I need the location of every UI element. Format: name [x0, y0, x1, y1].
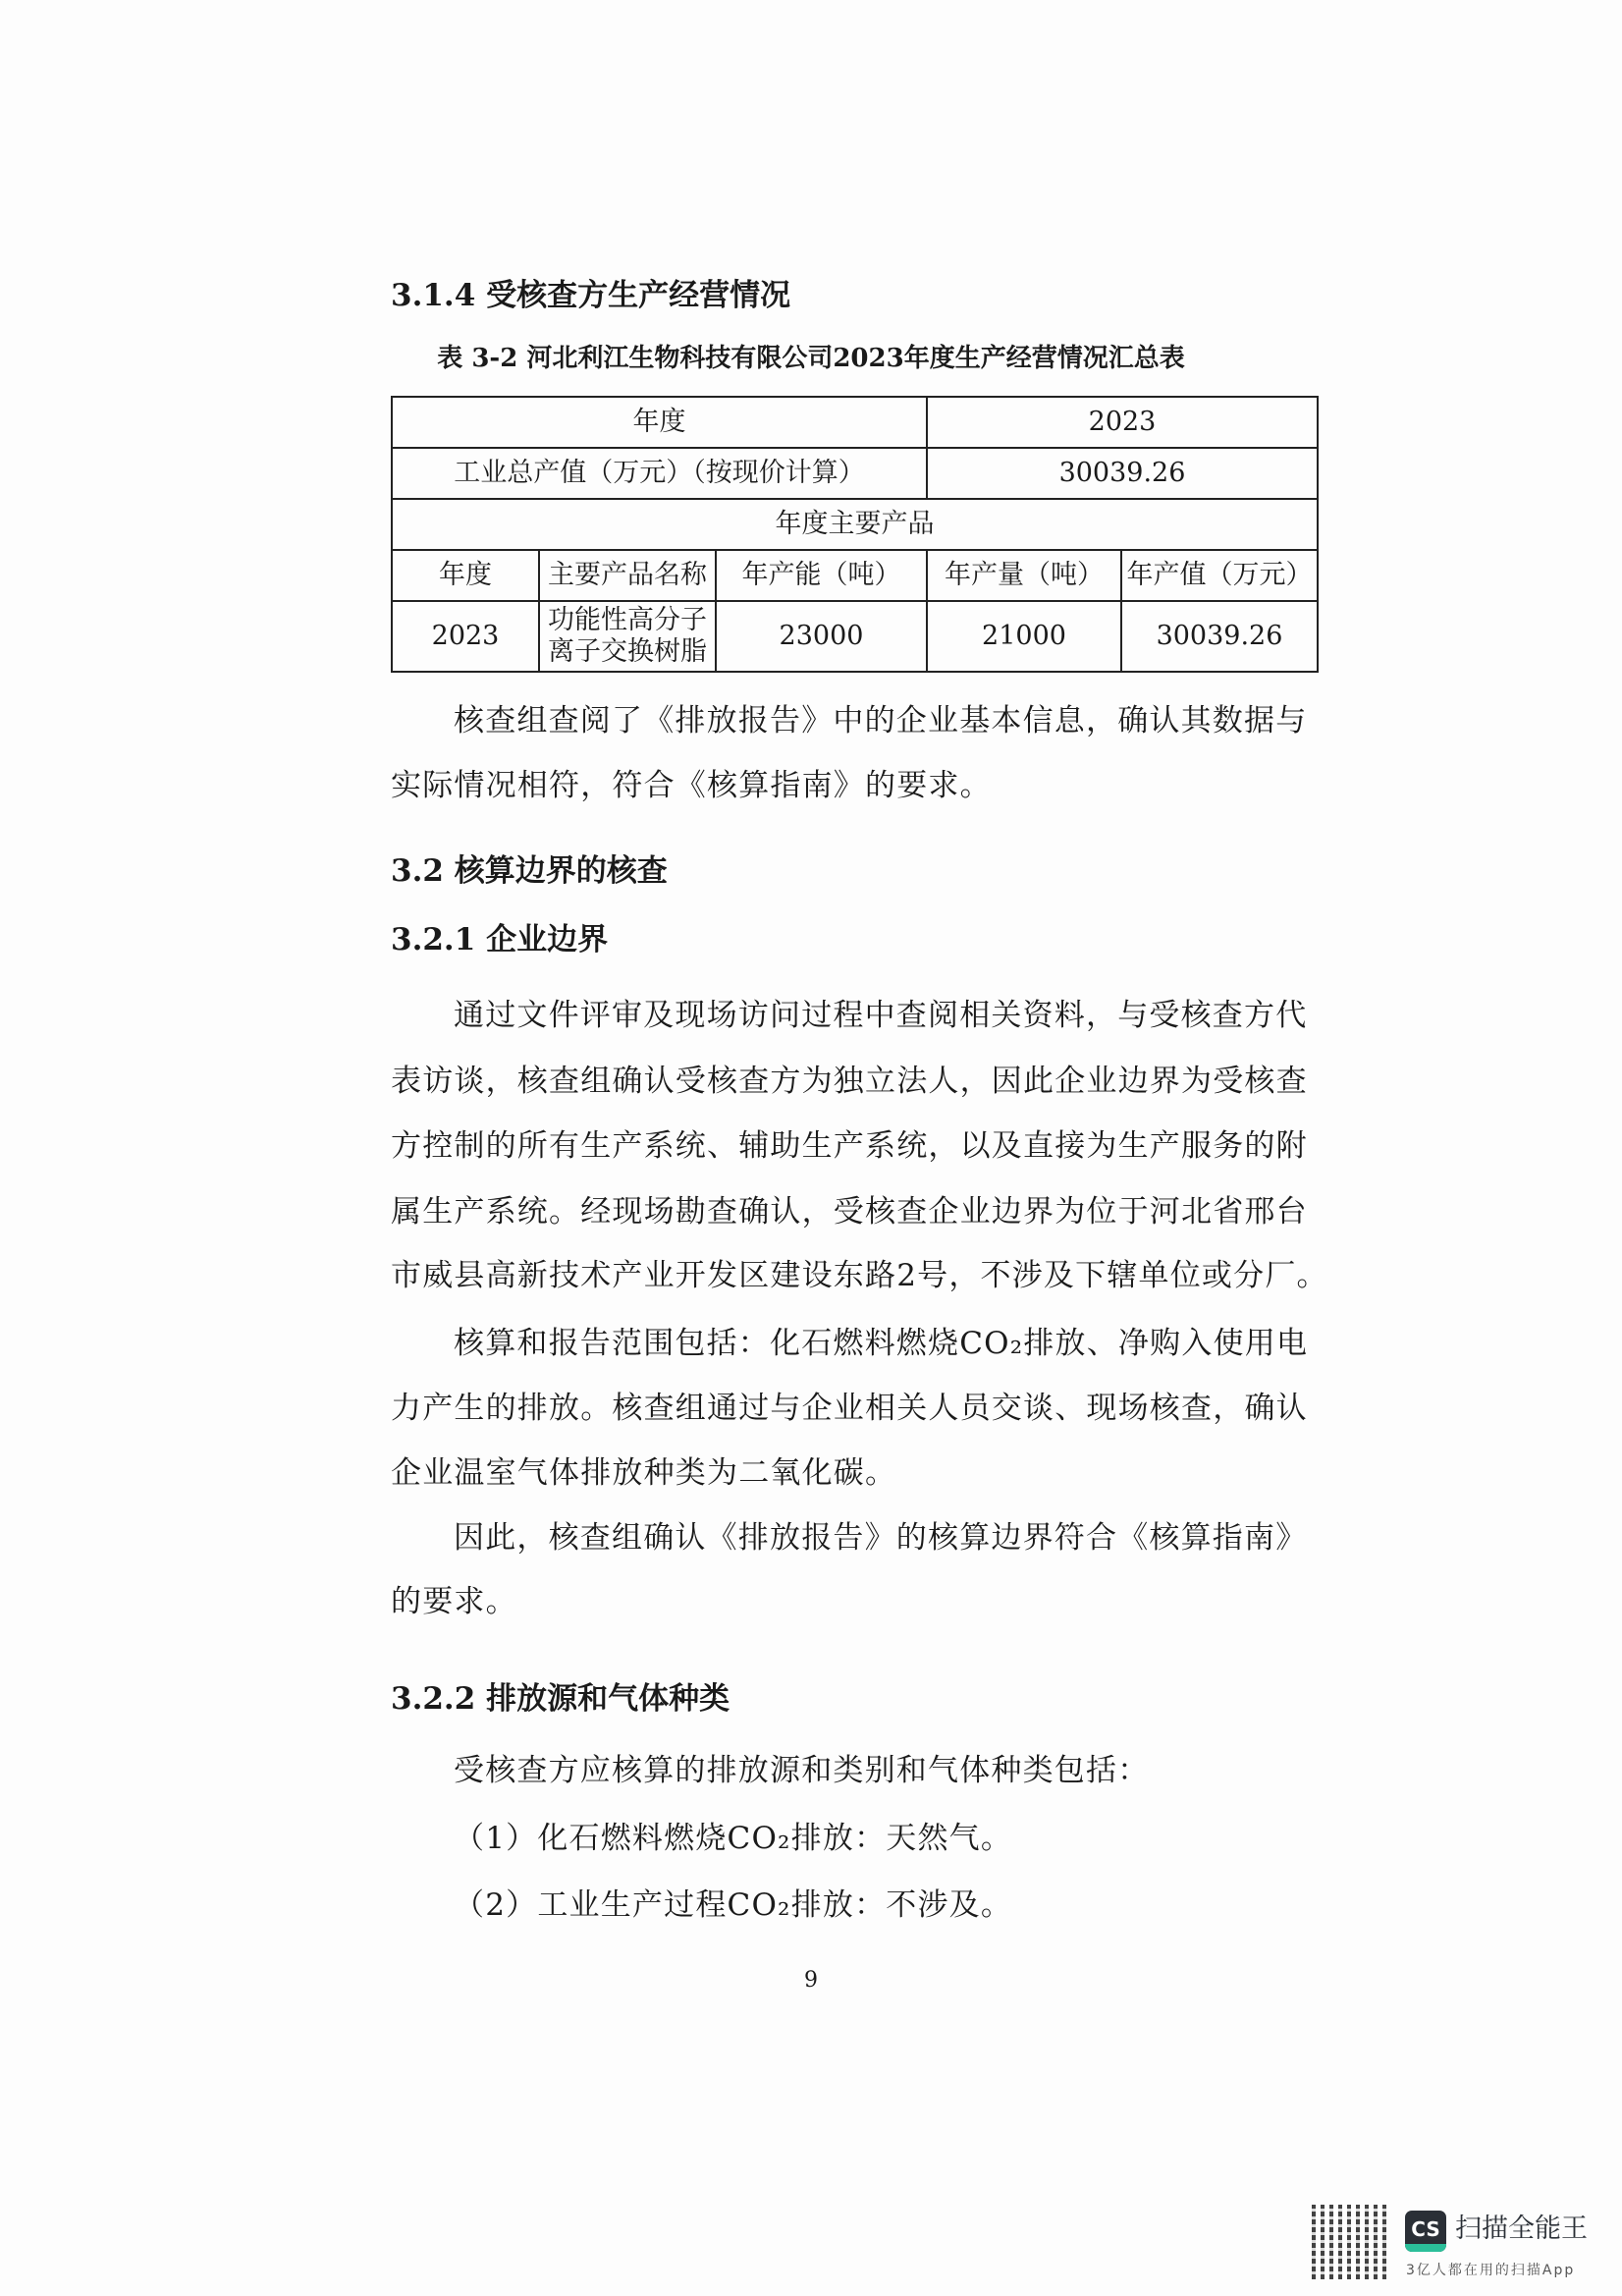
column-header: 年产值（万元） — [1121, 550, 1318, 601]
year-label: 年度 — [392, 397, 927, 448]
column-header: 年产能（吨） — [716, 550, 927, 601]
table-row — [392, 448, 1318, 499]
paragraph-line: 企业温室气体排放种类为二氧化碳。 — [391, 1455, 897, 1491]
paragraph-line: 市威县高新技术产业开发区建设东路2号，不涉及下辖单位或分厂。 — [391, 1258, 1328, 1293]
paragraph-line: 核查组查阅了《排放报告》中的企业基本信息，确认其数据与 — [454, 703, 1308, 738]
table-cell: 21000 — [927, 601, 1121, 672]
table-header-row — [392, 550, 1318, 601]
output-value: 30039.26 — [927, 448, 1318, 499]
paragraph-line: 通过文件评审及现场访问过程中查阅相关资料，与受核查方代 — [454, 998, 1308, 1033]
production-summary-table — [391, 396, 1319, 673]
list-item: （2）工业生产过程CO₂排放：不涉及。 — [454, 1887, 1013, 1923]
table-row — [392, 397, 1318, 448]
paragraph-line: 受核查方应核算的排放源和类别和气体种类包括： — [454, 1753, 1150, 1788]
table-cell: 功能性高分子离子交换树脂 — [539, 601, 716, 672]
paragraph-line: 因此，核查组确认《排放报告》的核算边界符合《核算指南》 — [454, 1520, 1308, 1556]
column-header: 主要产品名称 — [539, 550, 716, 601]
page-number: 9 — [804, 1968, 818, 1993]
qr-code-icon — [1312, 2205, 1386, 2279]
section-heading-3-2-2: 3.2.2 排放源和气体种类 — [391, 1681, 730, 1717]
section-heading-3-2: 3.2 核算边界的核查 — [391, 853, 668, 889]
year-value: 2023 — [927, 397, 1318, 448]
table-row — [392, 499, 1318, 550]
table-cell: 30039.26 — [1121, 601, 1318, 672]
paragraph-line: 方控制的所有生产系统、辅助生产系统，以及直接为生产服务的附 — [391, 1128, 1308, 1164]
section-heading-3-1-4: 3.1.4 受核查方生产经营情况 — [391, 278, 791, 313]
table-row — [392, 601, 1318, 672]
column-header: 年度 — [392, 550, 539, 601]
list-item: （1）化石燃料燃烧CO₂排放：天然气。 — [454, 1821, 1013, 1856]
output-label: 工业总产值（万元）（按现价计算） — [392, 448, 927, 499]
paragraph-line: 实际情况相符，符合《核算指南》的要求。 — [391, 768, 992, 803]
table-cell: 2023 — [392, 601, 539, 672]
section-heading-3-2-1: 3.2.1 企业边界 — [391, 922, 609, 957]
table-caption: 表 3-2 河北利江生物科技有限公司2023年度生产经营情况汇总表 — [437, 344, 1185, 373]
brand-slogan: 3亿人都在用的扫描App — [1406, 2263, 1576, 2278]
products-header: 年度主要产品 — [392, 499, 1318, 550]
paragraph-line: 属生产系统。经现场勘查确认，受核查企业边界为位于河北省邢台 — [391, 1194, 1308, 1230]
paragraph-line: 的要求。 — [391, 1584, 517, 1619]
column-header: 年产量（吨） — [927, 550, 1121, 601]
table-cell: 23000 — [716, 601, 927, 672]
scanner-watermark — [1312, 2205, 1616, 2283]
camscanner-logo-icon: CS — [1405, 2211, 1446, 2252]
paragraph-line: 表访谈，核查组确认受核查方为独立法人，因此企业边界为受核查 — [391, 1064, 1308, 1099]
paragraph-line: 力产生的排放。核查组通过与企业相关人员交谈、现场核查，确认 — [391, 1391, 1308, 1426]
brand-name: 扫描全能王 — [1455, 2214, 1588, 2244]
paragraph-line: 核算和报告范围包括：化石燃料燃烧CO₂排放、净购入使用电 — [454, 1326, 1309, 1361]
